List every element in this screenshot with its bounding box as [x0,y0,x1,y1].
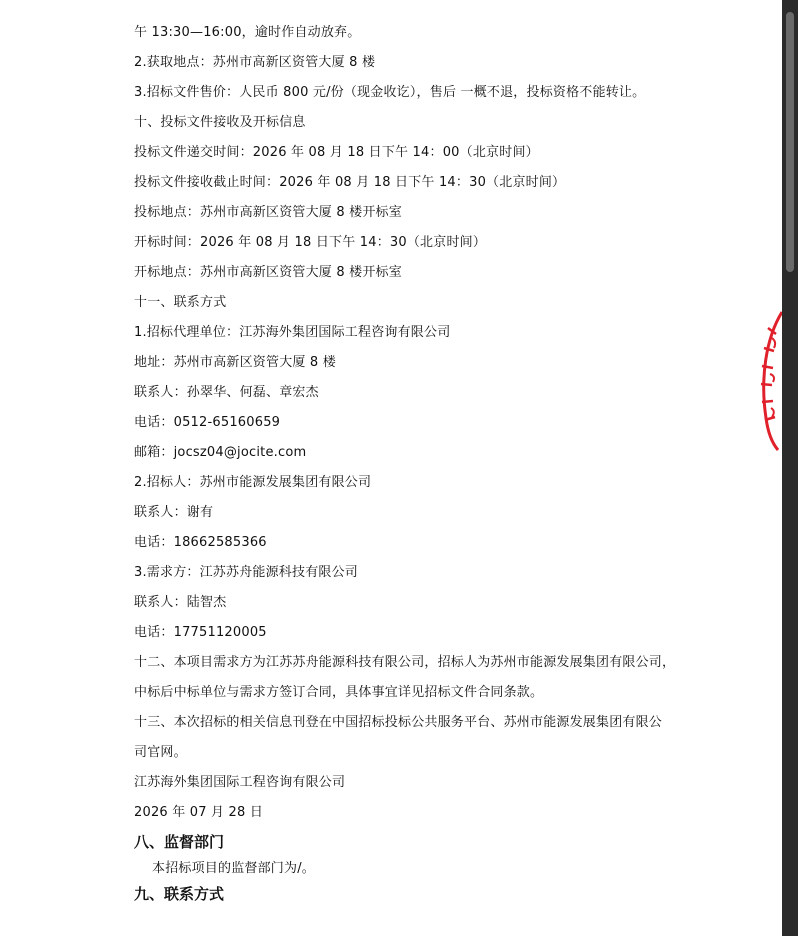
text-line: 投标文件递交时间：2026 年 08 月 18 日下午 14：00（北京时间） [134,145,539,160]
text-line: 开标地点：苏州市高新区资管大厦 8 楼开标室 [134,265,402,280]
text-line: 电话：0512-65160659 [134,415,281,430]
scrollbar-thumb[interactable] [786,12,794,272]
text-line: 3.需求方：江苏苏舟能源科技有限公司 [134,565,359,580]
text-line: 联系人：孙翠华、何磊、章宏杰 [134,385,319,400]
text-line: 联系人：陆智杰 [134,595,227,610]
text-line: 十三、本次招标的相关信息刊登在中国招标投标公共服务平台、苏州市能源发展集团有限公 [134,715,663,730]
text-line: 地址：苏州市高新区资管大厦 8 楼 [134,355,336,370]
section-body: 本招标项目的监督部门为/。 [152,861,315,876]
text-line: 2.获取地点：苏州市高新区资管大厦 8 楼 [134,55,376,70]
text-line: 邮箱：jocsz04@jocite.com [134,445,307,460]
text-line: 开标时间：2026 年 08 月 18 日下午 14：30（北京时间） [134,235,487,250]
section-heading: 九、联系方式 [134,885,225,903]
vertical-scrollbar[interactable] [782,0,798,936]
text-line: 投标文件接收截止时间：2026 年 08 月 18 日下午 14：30（北京时间） [134,175,566,190]
text-line: 中标后中标单位与需求方签订合同，具体事宜详见招标文件合同条款。 [134,685,544,700]
section-heading: 八、监督部门 [134,833,225,851]
text-line: 十一、联系方式 [134,295,227,310]
text-line: 3.招标文件售价：人民币 800 元/份（现金收讫），售后 一概不退，投标资格不能转让。 [134,85,646,100]
text-line: 十二、本项目需求方为江苏苏舟能源科技有限公司，招标人为苏州市能源发展集团有限公司， [134,655,676,670]
text-line: 2.招标人：苏州市能源发展集团有限公司 [134,475,372,490]
text-line: 午 13:30—16:00，逾时作自动放弃。 [134,25,361,40]
text-line: 投标地点：苏州市高新区资管大厦 8 楼开标室 [134,205,402,220]
text-line: 1.招标代理单位：江苏海外集团国际工程咨询有限公司 [134,325,451,340]
text-line: 江苏海外集团国际工程咨询有限公司 [134,775,346,790]
text-line: 电话：17751120005 [134,625,267,640]
text-line: 2026 年 07 月 28 日 [134,805,264,820]
text-line: 司官网。 [134,745,187,760]
text-line: 联系人：谢有 [134,505,214,520]
text-line: 十、投标文件接收及开标信息 [134,115,306,130]
text-line: 电话：18662585366 [134,535,267,550]
